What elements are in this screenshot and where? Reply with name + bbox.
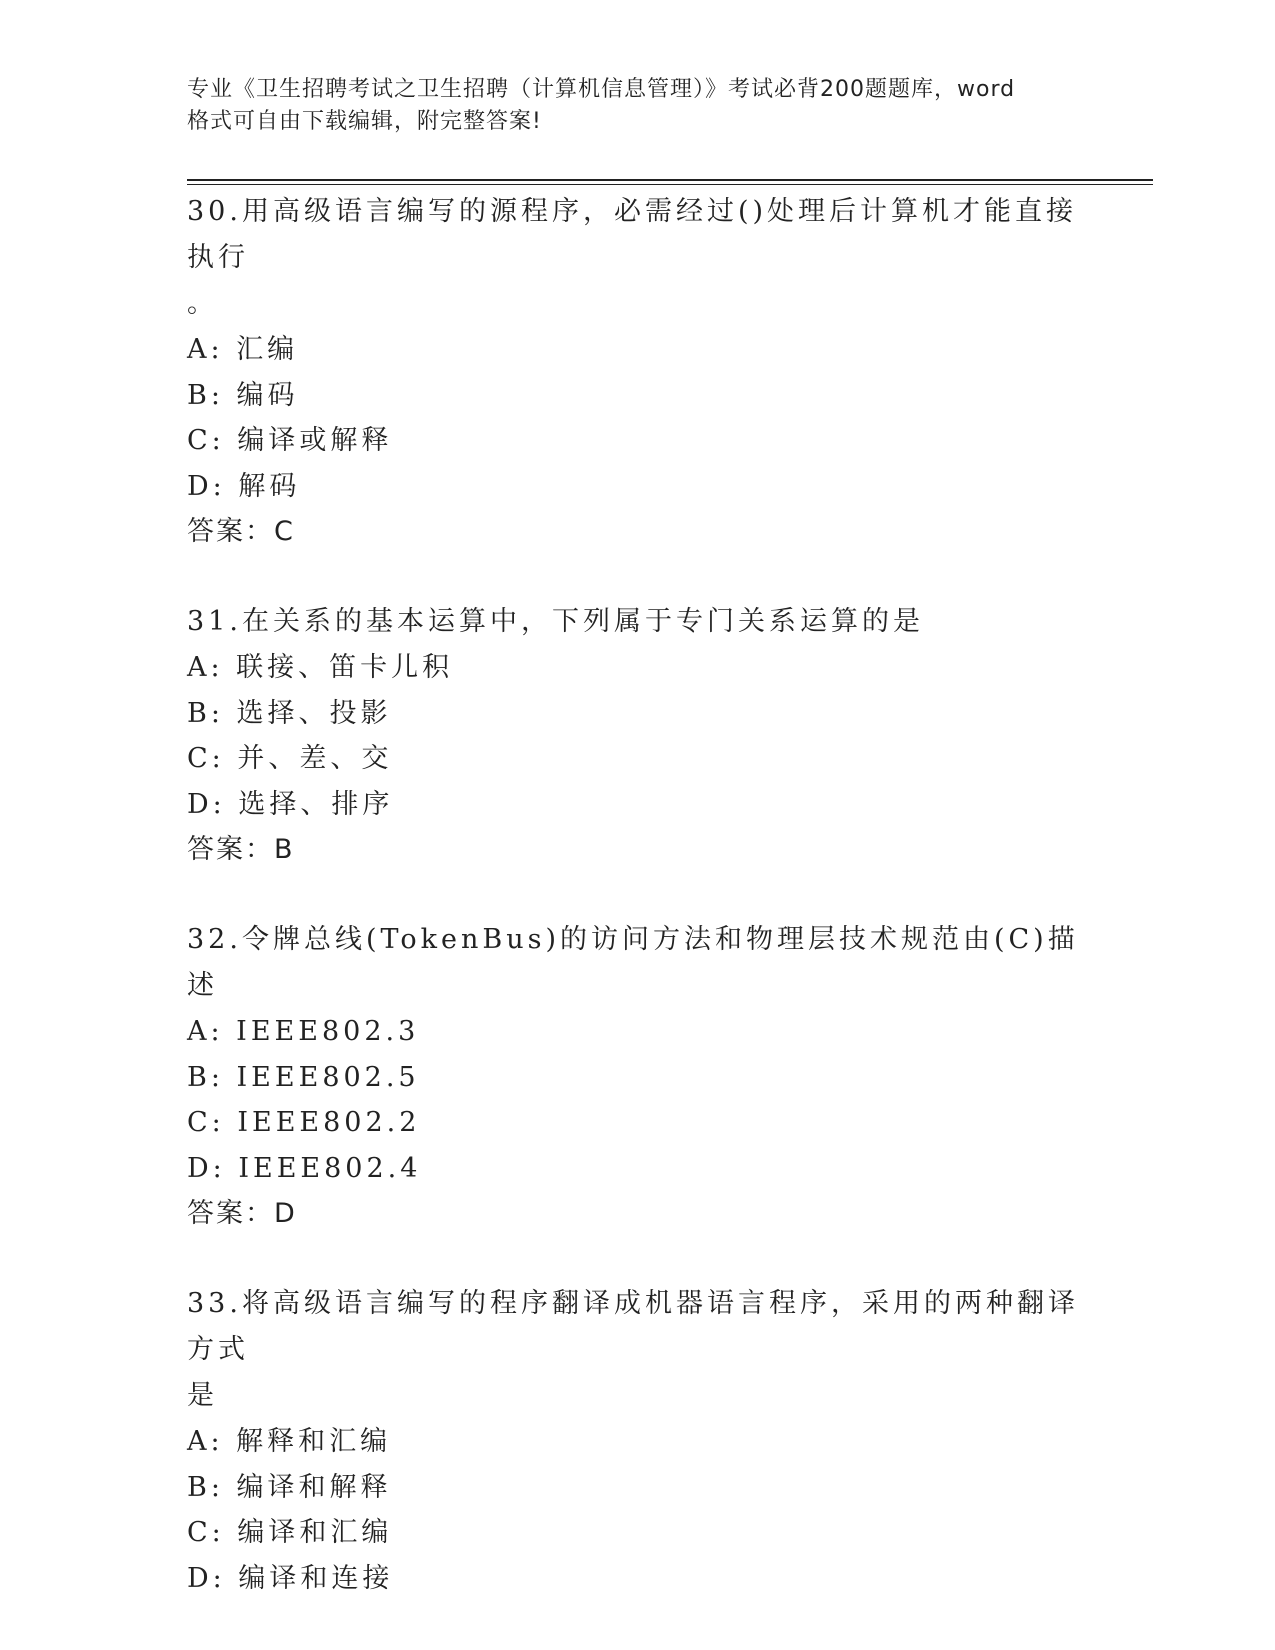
header-line-1: 专业《卫生招聘考试之卫生招聘（计算机信息管理）》考试必背200题题库，word [187, 77, 1016, 102]
option-a: A: 汇编 [187, 334, 299, 365]
option-c: C: 编译或解释 [187, 425, 393, 456]
option-d: D: 解码 [187, 470, 301, 502]
option-c: C: 编译和汇编 [187, 1517, 393, 1548]
option-a: A: 解释和汇编 [187, 1426, 392, 1457]
option-c: C: 并、差、交 [187, 743, 393, 774]
question-32 [187, 917, 1087, 1237]
question-list [187, 189, 1087, 1645]
header-line-2: 格式可自由下载编辑，附完整答案! [187, 109, 542, 134]
option-b: B: 选择、投影 [187, 697, 392, 729]
option-b: B: 编码 [187, 379, 299, 411]
question-33 [187, 1281, 1087, 1601]
question-stem: 33.将高级语言编写的程序翻译成机器语言程序，采用的两种翻译方式 [187, 1288, 1079, 1365]
option-d: D: IEEE802.4 [187, 1152, 422, 1184]
question-31 [187, 599, 1087, 873]
answer: 答案：C [187, 516, 295, 547]
question-stem: 31.在关系的基本运算中，下列属于专门关系运算的是 [187, 606, 924, 637]
option-a: A: 联接、笛卡儿积 [187, 652, 454, 683]
option-d: D: 选择、排序 [187, 788, 394, 820]
question-30 [187, 189, 1087, 555]
option-b: B: IEEE802.5 [187, 1061, 420, 1093]
document-header [187, 74, 1087, 138]
question-stem-continued: 是 [187, 1380, 218, 1411]
option-c: C: IEEE802.2 [187, 1107, 421, 1138]
header-divider-thick [187, 179, 1153, 181]
option-a: A: IEEE802.3 [187, 1016, 420, 1047]
question-stem: 30.用高级语言编写的源程序，必需经过()处理后计算机才能直接执行 [187, 196, 1078, 273]
question-stem-continued: 。 [187, 288, 218, 319]
header-divider-thin [187, 184, 1153, 185]
question-stem: 32.令牌总线(TokenBus)的访问方法和物理层技术规范由(C)描述 [187, 924, 1079, 1001]
option-d: D: 编译和连接 [187, 1562, 394, 1594]
answer: 答案：D [187, 1198, 297, 1229]
answer: 答案：B [187, 834, 295, 865]
option-b: B: 编译和解释 [187, 1471, 392, 1503]
